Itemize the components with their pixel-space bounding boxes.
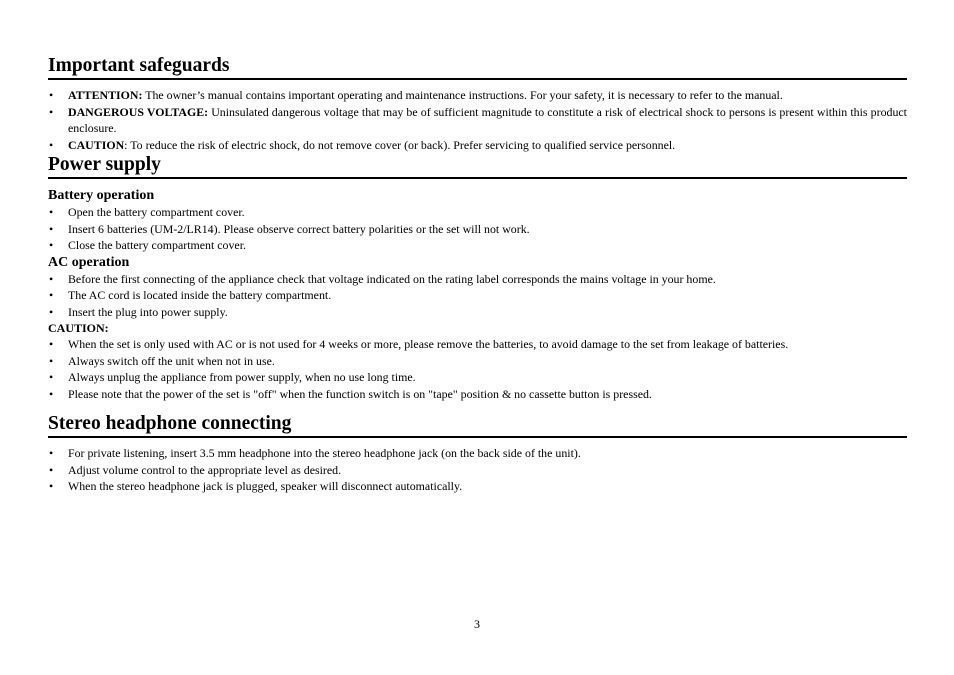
section-title-safeguards: Important safeguards [48, 55, 907, 80]
list-item: • When the stereo headphone jack is plugged, speaker will disconnect automatically. [48, 478, 907, 495]
caution-list [48, 336, 907, 402]
list-item: • For private listening, insert 3.5 mm headphone into the stereo headphone jack (on the back side of the unit). [48, 445, 907, 462]
list-item: • CAUTION: To reduce the risk of electric shock, do not remove cover (or back). Prefer servicing to qualified service personnel. [48, 137, 907, 154]
list-item: • The AC cord is located inside the battery compartment. [48, 287, 907, 304]
list-item: • Always switch off the unit when not in use. [48, 353, 907, 370]
subsection-title-battery: Battery operation [48, 188, 155, 203]
list-item: • DANGEROUS VOLTAGE: Uninsulated dangerous voltage that may be of sufficient magnitude to constitute a risk of electrical shock to persons is present within this product enclosure. [48, 104, 907, 137]
battery-list [48, 204, 907, 254]
list-item: • Insert 6 batteries (UM-2/LR14). Please observe correct battery polarities or the set will not work. [48, 221, 907, 238]
list-item: • Adjust volume control to the appropriate level as desired. [48, 462, 907, 479]
caution-label: CAUTION: [48, 321, 109, 335]
headphone-list [48, 445, 907, 495]
section-power [48, 154, 907, 402]
section-headphone [48, 413, 907, 495]
list-item: • Close the battery compartment cover. [48, 237, 907, 254]
list-item: • Please note that the power of the set is "off" when the function switch is on "tape" position & no cassette button is pressed. [48, 386, 907, 403]
ac-list [48, 271, 907, 321]
subsection-title-ac: AC operation [48, 254, 130, 270]
page-number: 3 [474, 617, 480, 631]
list-item: • Insert the plug into power supply. [48, 304, 907, 321]
list-item: • When the set is only used with AC or is not used for 4 weeks or more, please remove the batteries, to avoid damage to the set from leakage of batteries. [48, 336, 907, 353]
section-title-power: Power supply [48, 154, 907, 179]
list-item: • Always unplug the appliance from power supply, when no use long time. [48, 369, 907, 386]
list-item: • ATTENTION: The owner’s manual contains important operating and maintenance instructions. For your safety, it is necessary to refer to the manual. [48, 87, 907, 104]
safeguards-list [48, 87, 907, 153]
section-title-headphone: Stereo headphone connecting [48, 413, 907, 438]
list-item: • Open the battery compartment cover. [48, 204, 907, 221]
section-safeguards [48, 55, 907, 153]
list-item: • Before the first connecting of the appliance check that voltage indicated on the rating label corresponds the mains voltage in your home. [48, 271, 907, 288]
